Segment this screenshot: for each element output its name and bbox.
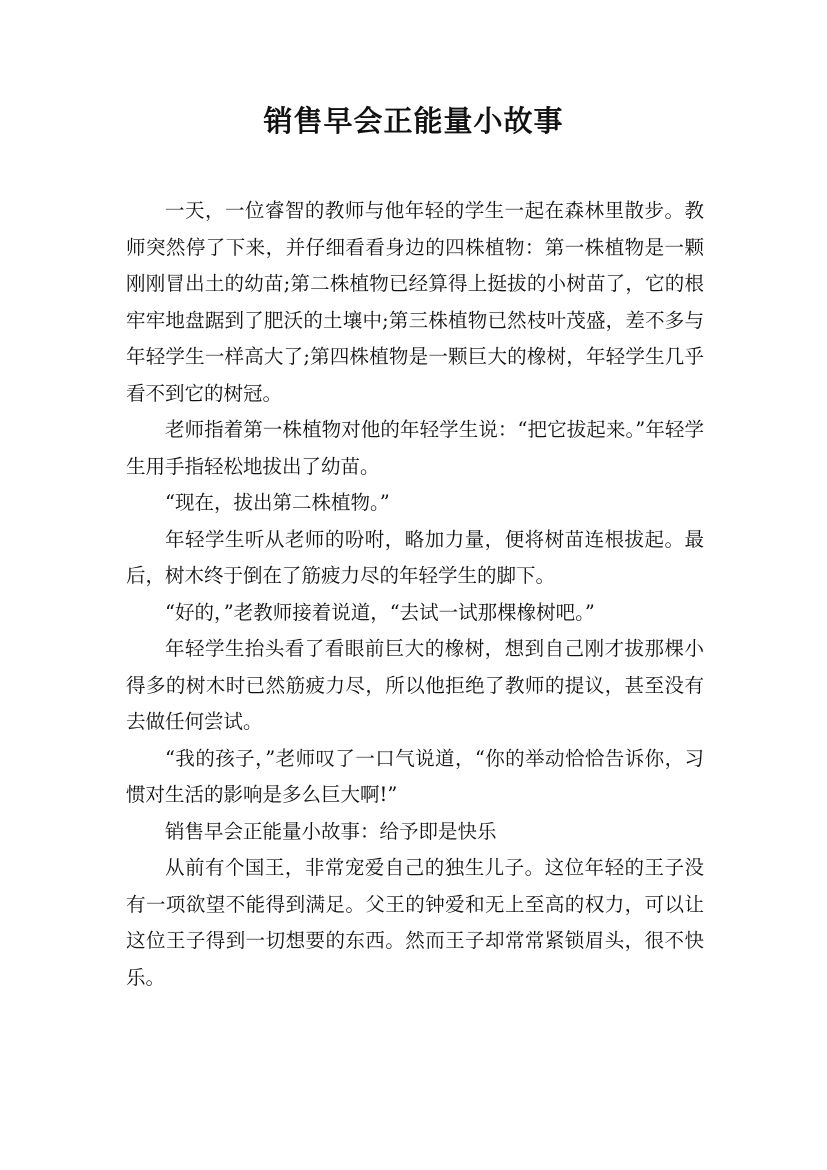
paragraph: 从前有个国王，非常宠爱自己的独生儿子。这位年轻的王子没有一项欲望不能得到满足。父王的钟爱和无上至高的权力，可以让这位王子得到一切想要的东西。然而王子却常常紧锁眉头，很不快乐。 <box>126 856 704 989</box>
paragraph: 一天，一位睿智的教师与他年轻的学生一起在森林里散步。教师突然停了下来，并仔细看看身边的四株植物：第一株植物是一颗刚刚冒出土的幼苗;第二株植物已经算得上挺拔的小树苗了，它的根牢牢地盘踞到了肥沃的土壤中;第三株植物已然枝叶茂盛，差不多与年轻学生一样高大了;第四株植物是一颗巨大的橡树，年轻学生几乎看不到它的树冠。 <box>126 199 704 405</box>
paragraph: “我的孩子，”老师叹了一口气说道，“你的举动恰恰告诉你，习惯对生活的影响是多么巨大啊!” <box>126 746 704 806</box>
paragraph: 年轻学生抬头看了看眼前巨大的橡树，想到自己刚才拔那棵小得多的树木时已然筋疲力尽，所以他拒绝了教师的提议，甚至没有去做任何尝试。 <box>126 637 704 733</box>
document-body <box>126 193 704 996</box>
paragraph: “现在，拔出第二株植物。” <box>165 491 390 514</box>
section-heading: 销售早会正能量小故事：给予即是快乐 <box>165 819 497 843</box>
paragraph: 年轻学生听从老师的吩咐，略加力量，便将树苗连根拔起。最后，树木终于倒在了筋疲力尽的年轻学生的脚下。 <box>126 527 704 587</box>
paragraph: “好的，”老教师接着说道，“去试一试那棵橡树吧。” <box>165 600 595 624</box>
document-title: 销售早会正能量小故事 <box>263 104 564 138</box>
paragraph: 老师指着第一株植物对他的年轻学生说：“把它拔起来。”年轻学生用手指轻松地拔出了幼苗。 <box>126 418 704 478</box>
